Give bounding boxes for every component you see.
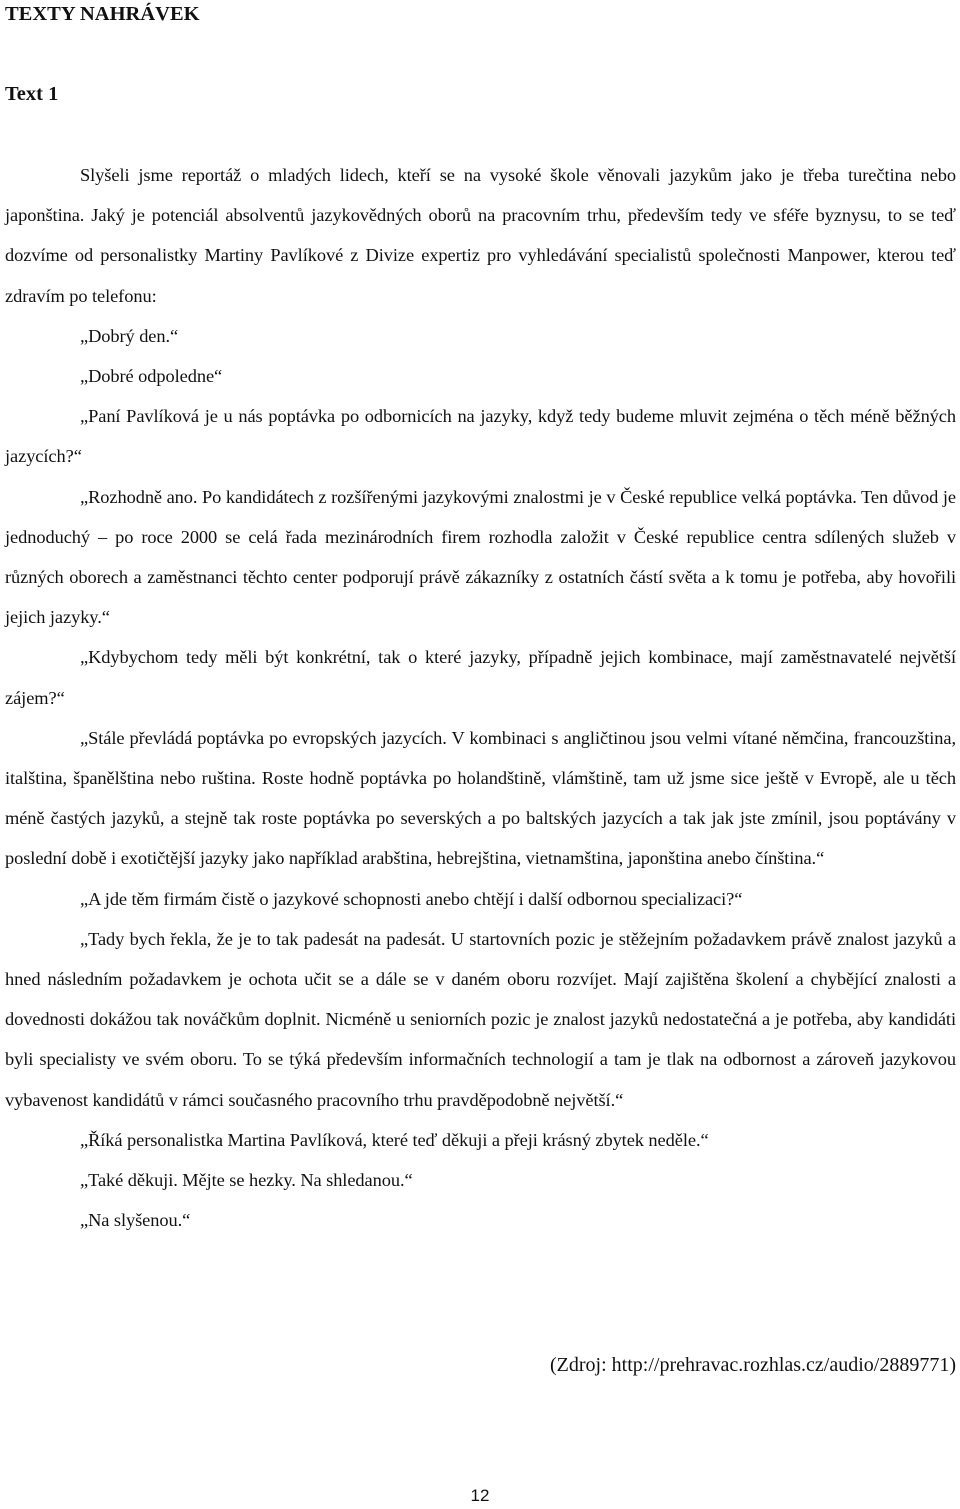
paragraph-reply-greeting: „Dobré odpoledne“ [80, 366, 223, 387]
paragraph-answer-demand: „Rozhodně ano. Po kandidátech z rozšířenými jazykovými znalostmi je v České republice velká poptávka. Ten důvod je jednoduchý – po roce 2000 se celá řada mezinárodních firem rozhodla založit v České republice centra sdílených služeb v různých oborech a zaměstnanci těchto center podporují právě zákazníky z ostatních částí světa a k tomu je potřeba, aby hovořili jejich jazyky.“ [5, 486, 956, 628]
source-citation: (Zdroj: http://prehravac.rozhlas.cz/audio/2889771) [550, 1354, 956, 1376]
transcript-text [5, 155, 956, 1240]
paragraph-greeting: „Dobrý den.“ [80, 325, 179, 346]
paragraph-farewell: „Na slyšenou.“ [80, 1210, 191, 1231]
paragraph-question-skills: „A jde těm firmám čistě o jazykové schopnosti anebo chtějí i další odbornou specializaci?“ [80, 888, 743, 909]
document-title: TEXTY NAHRÁVEK [5, 3, 200, 25]
paragraph-goodbye: „Také děkuji. Mějte se hezky. Na shledanou.“ [80, 1170, 413, 1191]
paragraph-answer-skills: „Tady bych řekla, že je to tak padesát na padesát. U startovních pozic je stěžejním požadavkem právě znalost jazyků a hned následním požadavkem je ochota učit se a dále se v daném oboru rozvíjet. Mají zajištěna školení a chybějící znalosti a dovednosti dokážou tak nováčkům doplnit. Nicméně u seniorních pozic je znalost jazyků nedostatečná a je potřeba, aby kandidáti byli specialisty ve svém oboru. To se týká především informačních technologií a tam je tlak na odbornost a zároveň jazykovou vybavenost kandidátů v rámci současného pracovního trhu pravděpodobně největší.“ [5, 928, 956, 1110]
paragraph-closing: „Říká personalistka Martina Pavlíková, které teď děkuji a přeji krásný zbytek neděle.“ [80, 1129, 709, 1150]
paragraph-answer-languages: „Stále převládá poptávka po evropských jazycích. V kombinaci s angličtinou jsou velmi vítané němčina, francouzština, italština, španělština nebo ruština. Roste hodně poptávka po holandštině, vlámštině, tam už jsme sice ještě v Evropě, ale u těch méně častých jazyků, a stejně tak roste poptávka po severských a po baltských jazycích a tak jak jste zmínil, jsou poptávány v poslední době i exotičtější jazyky jako například arabština, hebrejština, vietnamština, japonština anebo čínština.“ [5, 727, 956, 869]
page-number: 12 [470, 1486, 490, 1505]
paragraph-question-demand: „Paní Pavlíková je u nás poptávka po odbornicích na jazyky, když tedy budeme mluvit zejména o těch méně běžných jazycích?“ [5, 406, 956, 467]
paragraph-intro: Slyšeli jsme reportáž o mladých lidech, kteří se na vysoké škole věnovali jazykům jako je třeba turečtina nebo japonština. Jaký je potenciál absolventů jazykovědných oborů na pracovním trhu, především tedy ve sféře byznysu, to se teď dozvíme od personalistky Martiny Pavlíkové z Divize expertiz pro vyhledávání specialistů společnosti Manpower, kterou teď zdravím po telefonu: [5, 165, 956, 306]
section-title: Text 1 [5, 83, 59, 105]
paragraph-question-languages: „Kdybychom tedy měli být konkrétní, tak o které jazyky, případně jejich kombinace, mají zaměstnavatelé největší zájem?“ [5, 647, 956, 708]
